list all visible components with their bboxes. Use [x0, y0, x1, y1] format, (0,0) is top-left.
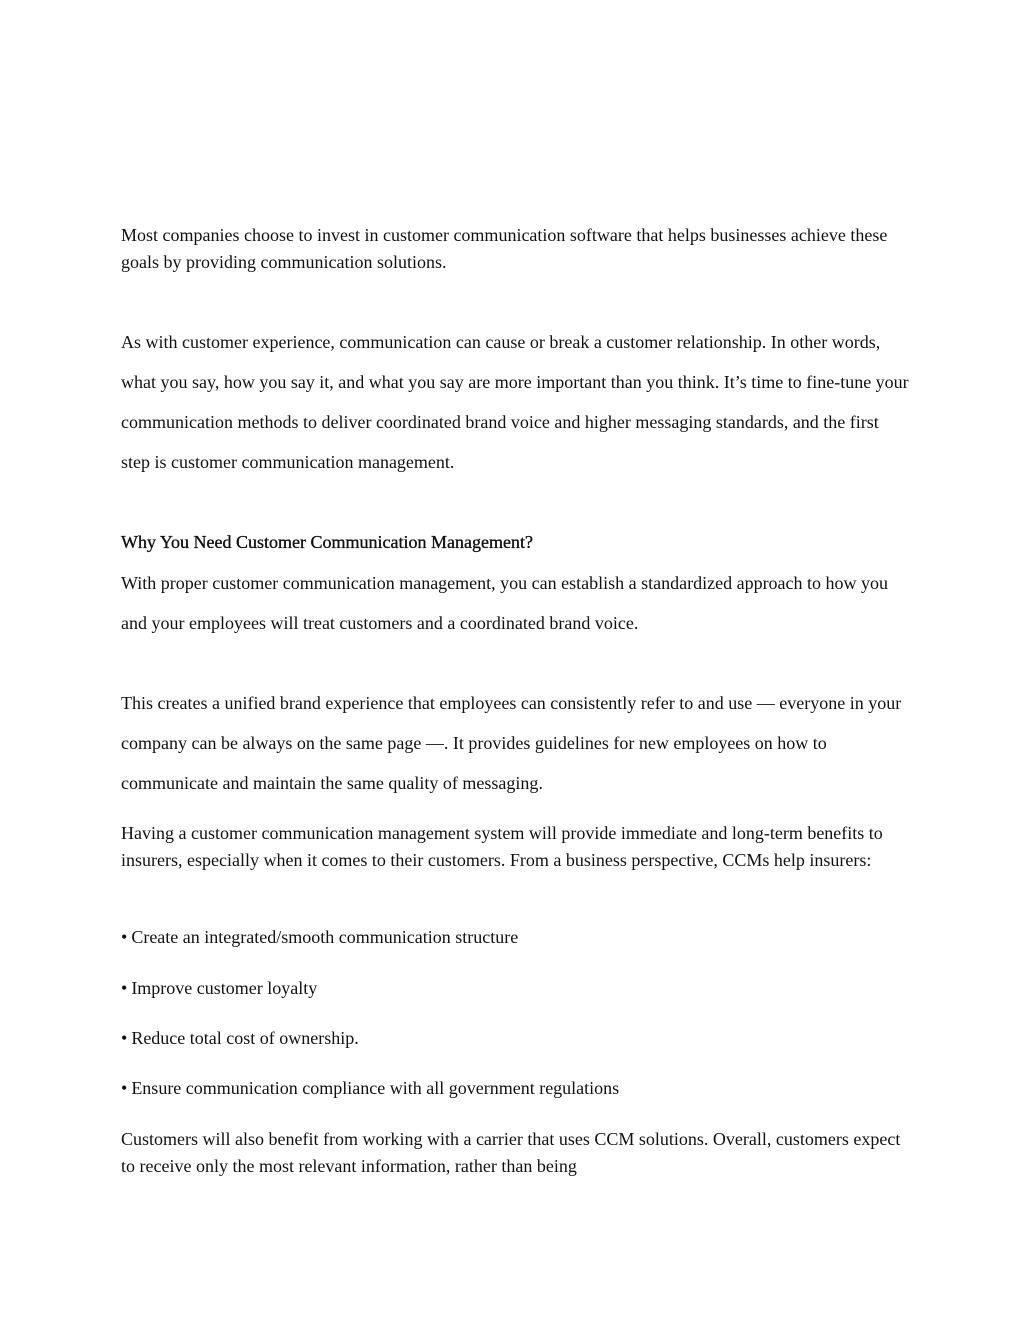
- bullet-symbol: •: [121, 927, 128, 947]
- section-heading: Why You Need Customer Communication Management?: [121, 532, 533, 552]
- paragraph-standardized: With proper customer communication management, you can establish a standardized approach to how you and your employees will treat customers and a coordinated brand voice.: [121, 573, 889, 633]
- paragraph-communication: As with customer experience, communication can cause or break a customer relationship. In other words, what you say, how you say it, and what you say are more important than you think. It’s time to fine-tune your communication methods to deliver coordinated brand voice and higher messaging standards, and the first step is customer communication management.: [121, 332, 909, 472]
- list-item-text: Reduce total cost of ownership.: [131, 1028, 359, 1048]
- paragraph-unified-brand: This creates a unified brand experience that employees can consistently refer to and use — everyone in your company can be always on the same page —. It provides guidelines for new employees on how to communicate and maintain the same quality of messaging.: [121, 693, 902, 793]
- list-item-text: Ensure communication compliance with all government regulations: [131, 1078, 620, 1098]
- bullet-symbol: •: [121, 978, 128, 998]
- paragraph-intro: Most companies choose to invest in customer communication software that helps businesses achieve these goals by providing communication solutions.: [121, 225, 888, 272]
- paragraph-customers-benefit: Customers will also benefit from working with a carrier that uses CCM solutions. Overall, customers expect to receive only the most relevant information, rather than being: [121, 1129, 901, 1176]
- list-item: [121, 975, 911, 1002]
- list-item: [121, 1025, 911, 1052]
- list-item-text: Create an integrated/smooth communication structure: [131, 927, 519, 947]
- bullet-symbol: •: [121, 1078, 128, 1098]
- list-item: [121, 1075, 911, 1102]
- list-item: [121, 924, 911, 951]
- paragraph-ccm-benefits: Having a customer communication management system will provide immediate and long-term benefits to insurers, especially when it comes to their customers. From a business perspective, CCMs help insurers:: [121, 823, 883, 870]
- bullet-symbol: •: [121, 1028, 128, 1048]
- list-item-text: Improve customer loyalty: [131, 978, 318, 998]
